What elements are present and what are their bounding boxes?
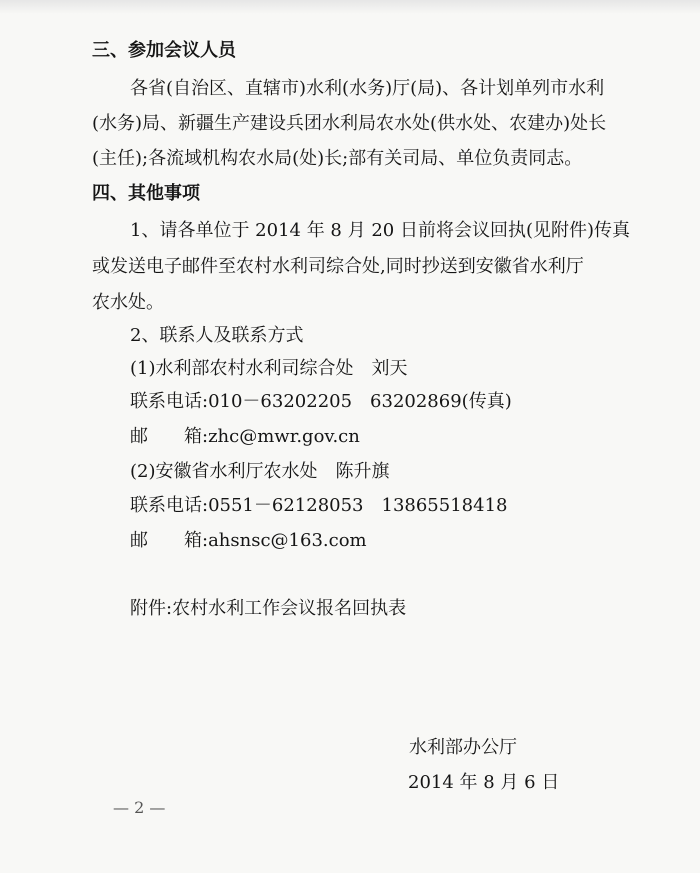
paragraph-line: 农水处。 xyxy=(92,292,164,313)
paragraph-line: (水务)局、新疆生产建设兵团水利局农水处(供水处、农建办)处长 xyxy=(92,113,607,134)
contact-org: (2)安徽省水利厅农水处 陈升旗 xyxy=(130,461,390,482)
signature-date: 2014 年 8 月 6 日 xyxy=(408,772,560,793)
signature-org: 水利部办公厅 xyxy=(409,737,517,758)
contact-org: (1)水利部农村水利司综合处 刘天 xyxy=(130,358,408,379)
show-through-top xyxy=(0,0,700,14)
attachment-note: 附件:农村水利工作会议报名回执表 xyxy=(130,598,407,619)
paragraph-line: 或发送电子邮件至农村水利司综合处,同时抄送到安徽省水利厅 xyxy=(92,256,584,277)
contact-phone-row xyxy=(130,391,645,413)
mail-label: 邮 箱: xyxy=(130,426,209,447)
mail-value: ahsnsc@163.com xyxy=(208,530,367,551)
phone-value: 010－63202205 63202869(传真) xyxy=(208,391,512,412)
phone-label: 联系电话: xyxy=(130,495,209,516)
mail-label: 邮 箱: xyxy=(130,530,209,551)
phone-label: 联系电话: xyxy=(130,391,209,412)
paragraph-line: 各省(自治区、直辖市)水利(水务)厅(局)、各计划单列市水利 xyxy=(130,78,605,99)
section-heading-participants: 三、参加会议人员 xyxy=(92,40,236,61)
contact-mail-row xyxy=(130,426,645,448)
phone-value: 0551－62128053 13865518418 xyxy=(208,495,508,516)
contact-mail-row xyxy=(130,530,645,552)
mail-value: zhc@mwr.gov.cn xyxy=(208,426,360,447)
paragraph-line: (主任);各流域机构农水局(处)长;部有关司局、单位负责同志。 xyxy=(92,148,583,169)
contact-phone-row xyxy=(130,495,645,517)
contact-section-title: 2、联系人及联系方式 xyxy=(130,325,304,346)
section-heading-other: 四、其他事项 xyxy=(92,183,200,204)
paragraph-line: 1、请各单位于 2014 年 8 月 20 日前将会议回执(见附件)传真 xyxy=(130,220,630,241)
page-number: — 2 — xyxy=(113,798,166,817)
